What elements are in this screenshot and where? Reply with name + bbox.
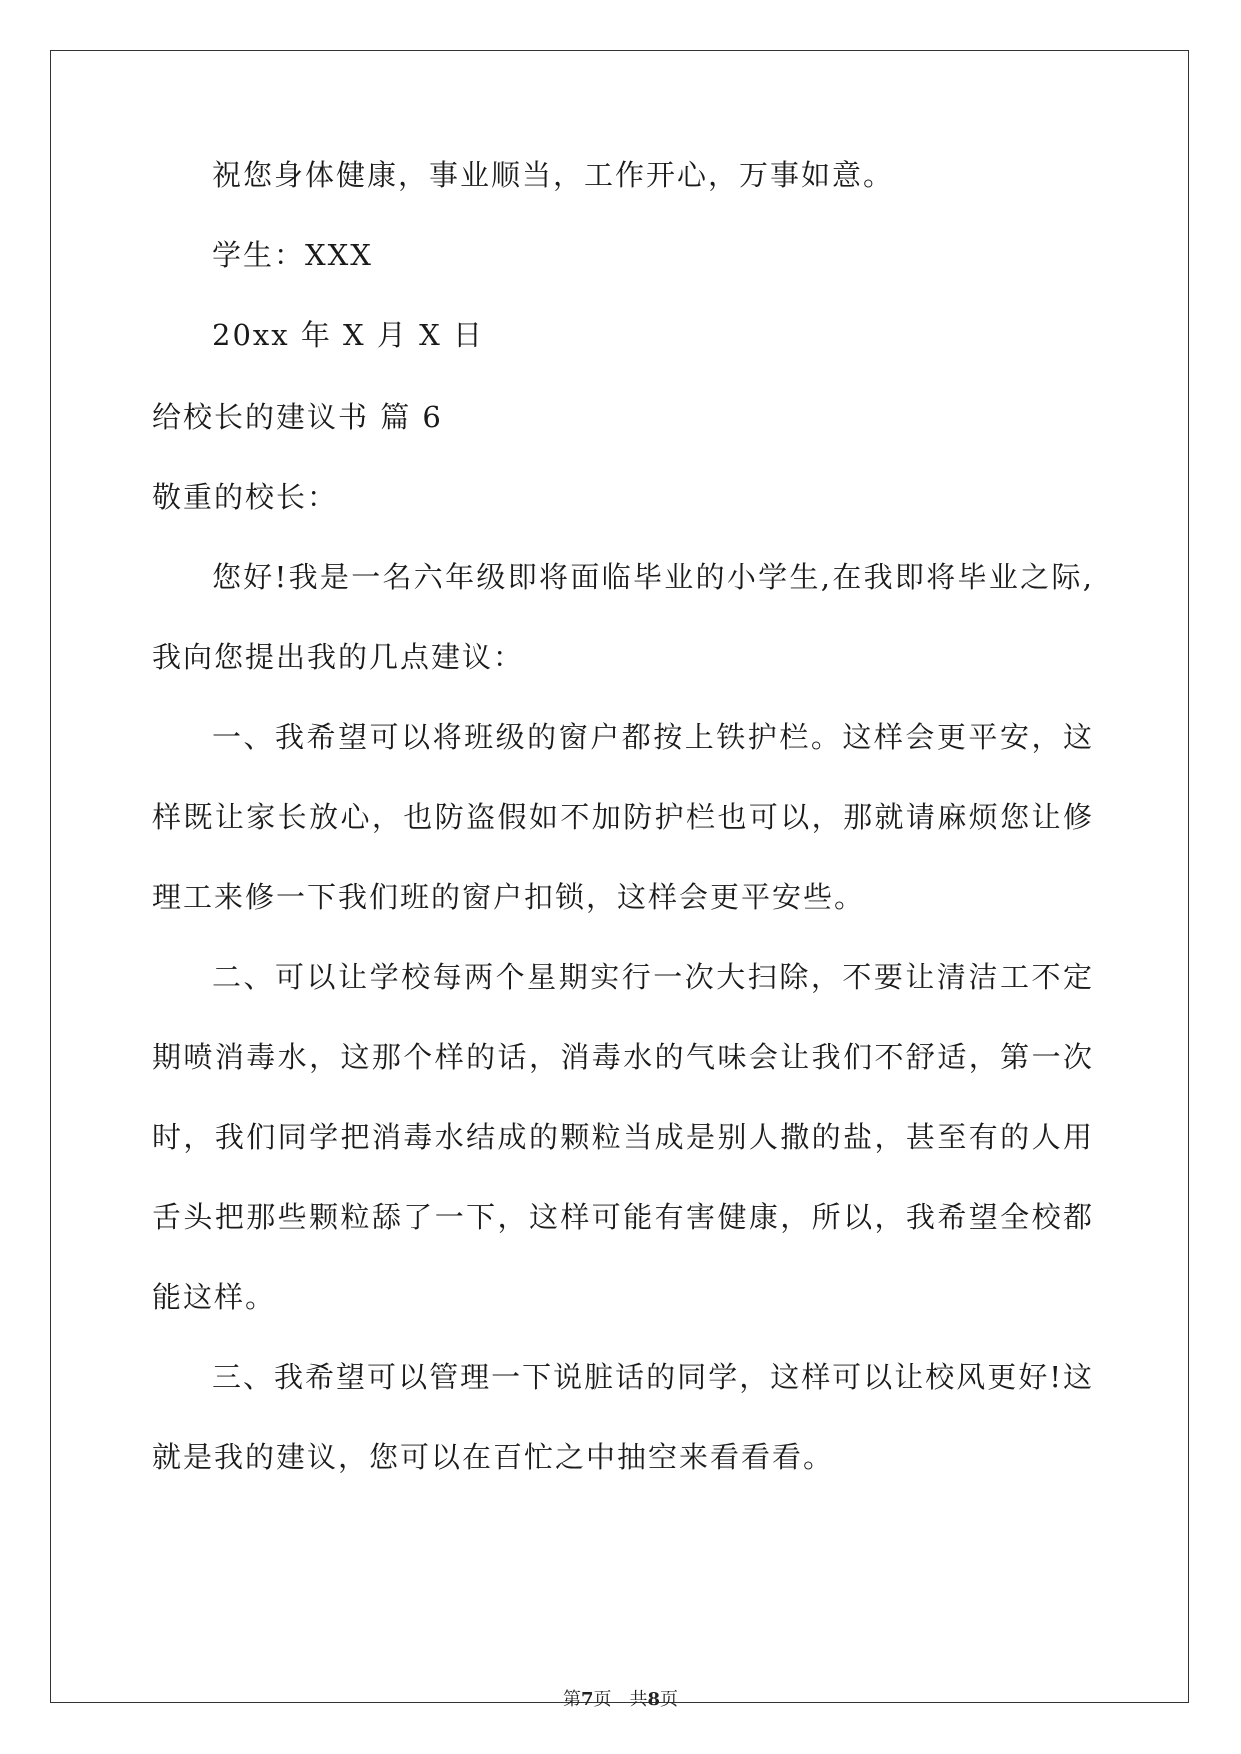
text-line: 学生：XXX	[212, 238, 373, 272]
footer-page-total: 8	[647, 1689, 661, 1710]
footer-page-mid: 页	[593, 1689, 612, 1710]
text-line: 给校长的建议书 篇 6	[152, 400, 443, 434]
text-line: 我向您提出我的几点建议：	[152, 640, 525, 674]
text-line: 20xx 年 X 月 X 日	[212, 318, 484, 352]
footer-page-prefix: 第	[562, 1689, 581, 1710]
text-line: 舌头把那些颗粒舔了一下，这样可能有害健康，所以，我希望全校都	[152, 1200, 1092, 1234]
text-line: 一、我希望可以将班级的窗户都按上铁护栏。这样会更平安，这	[212, 720, 1092, 754]
page-footer	[0, 1685, 1241, 1711]
text-line: 二、可以让学校每两个星期实行一次大扫除，不要让清洁工不定	[212, 960, 1092, 994]
text-line: 您好!我是一名六年级即将面临毕业的小学生,在我即将毕业之际,	[212, 560, 1092, 594]
text-line: 能这样。	[152, 1280, 277, 1314]
text-line: 样既让家长放心，也防盗假如不加防护栏也可以，那就请麻烦您让修	[152, 800, 1092, 834]
text-line: 期喷消毒水，这那个样的话，消毒水的气味会让我们不舒适，第一次	[152, 1040, 1092, 1074]
footer-page-current: 7	[580, 1689, 594, 1710]
text-line: 时，我们同学把消毒水结成的颗粒当成是别人撒的盐，甚至有的人用	[152, 1120, 1092, 1154]
text-line: 就是我的建议，您可以在百忙之中抽空来看看看。	[152, 1440, 835, 1474]
footer-total-suffix: 页	[660, 1689, 679, 1710]
footer-total-prefix: 共	[629, 1689, 648, 1710]
text-line: 祝您身体健康，事业顺当，工作开心，万事如意。	[212, 158, 895, 192]
text-line: 敬重的校长：	[152, 480, 339, 514]
text-line: 三、我希望可以管理一下说脏话的同学，这样可以让校风更好!这	[212, 1360, 1092, 1394]
text-line: 理工来修一下我们班的窗户扣锁，这样会更平安些。	[152, 880, 866, 914]
